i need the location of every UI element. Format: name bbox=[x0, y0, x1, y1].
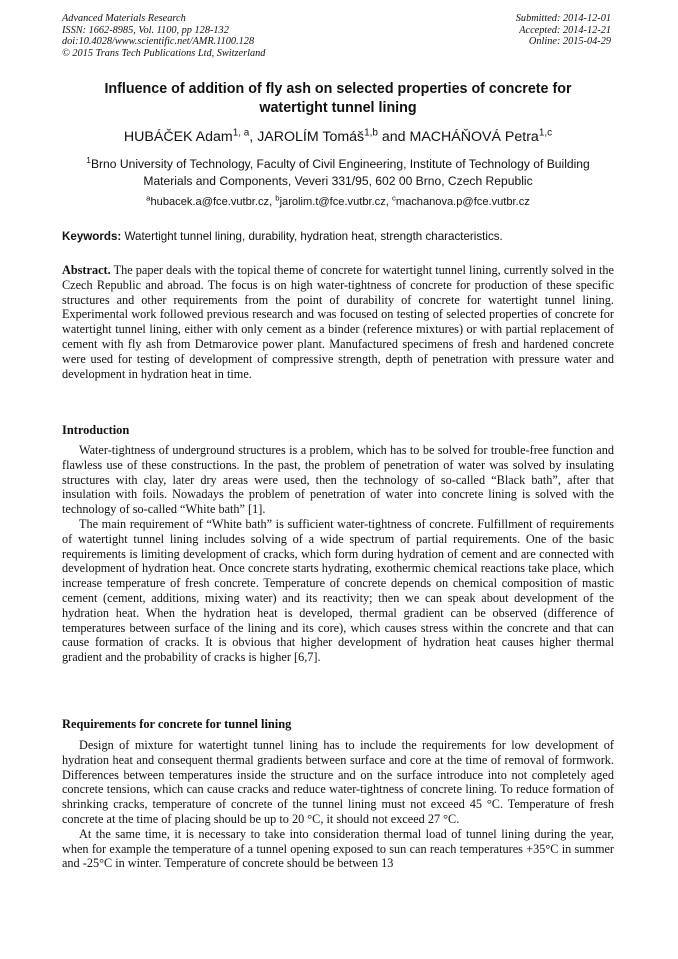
title-line-2: watertight tunnel lining bbox=[259, 100, 417, 116]
journal-header-left bbox=[62, 13, 265, 59]
accepted-date: Accepted: 2014-12-21 bbox=[519, 24, 611, 36]
abstract-text: The paper deals with the topical theme of concrete for watertight tunnel lining, currently solved in the Czech Republic and abroad. The focus is on high water-tightness of concrete for production of these specific structures and other requirements from the point of durability of concrete for watertight tunnel lining. Experimental work followed previous research and was focused on testing of selected properties of concrete for watertight tunnel lining, either with only cement as a binder (reference mixtures) or with partial replacement of cement with fly ash from Detmarovice power plant. Manufactured specimens of fresh and hardened concrete were used for testing of development of compressive strength, depth of penetration with pressure water and development in hydration heat in time. bbox=[62, 263, 614, 381]
keywords-label: Keywords: bbox=[62, 230, 122, 243]
journal-header-right bbox=[516, 13, 611, 48]
affiliation-line-2: Materials and Components, Veveri 331/95, 602 00 Brno, Czech Republic bbox=[143, 174, 533, 188]
abstract-label: Abstract. bbox=[62, 263, 111, 277]
author-list bbox=[62, 128, 614, 146]
keywords bbox=[62, 230, 614, 244]
email-c-marker: c bbox=[391, 193, 396, 203]
requirements-section bbox=[62, 738, 614, 871]
affiliation bbox=[62, 156, 614, 190]
introduction-section bbox=[62, 443, 614, 665]
author-1-affil: 1, a bbox=[232, 127, 250, 139]
paper-title bbox=[62, 80, 614, 118]
author-sep-1: , bbox=[249, 129, 258, 145]
affiliation-line-1: Brno University of Technology, Faculty of Civil Engineering, Institute of Technology of Building bbox=[90, 157, 590, 171]
introduction-heading: Introduction bbox=[62, 423, 130, 437]
email-a-marker: a bbox=[146, 193, 151, 203]
author-1: HUBÁČEK Adam bbox=[123, 129, 233, 145]
introduction-paragraph-1: Water-tightness of underground structures is a problem, which has to be solved for trouble-free function and flawless use of these constructions. In the past, the problem of penetration of water was solved by insulating structures with clay, later dry areas were used, then the technology of so-called “Black bath”, after that insulation with foils. Nowadays the problem of penetration of water into concrete lining is solved with the technology of so-called “White bath” [1]. bbox=[62, 443, 614, 517]
abstract bbox=[62, 263, 614, 381]
submitted-date: Submitted: 2014-12-01 bbox=[515, 13, 611, 24]
email-c: machanova.p@fce.vutbr.cz bbox=[395, 196, 530, 208]
introduction-paragraph-2: The main requirement of “White bath” is sufficient water-tightness of concrete. Fulfillment of requirements of watertight tunnel lining includes solving of a wide spectrum of partial requirements. One of the basic requirements is limiting development of cracks, which form during hydration of cement and are connected with development of hydration heat. Once concrete starts hydrating, exothermic chemical reactions take place, which increase temperature of fresh concrete. Temperature of concrete depends on chemical composition of mastic cement (cement, additions, mixing water) and its reactivity; then we can speak about development of the hydration heat. When the hydration heat is developed, thermal gradient can be observed (difference of temperatures between surface of the lining and its core), which causes stress within the concrete and that can cause formation of cracks. It is obvious that higher development of hydration heat causes higher thermal gradient and the probability of cracks is higher [6,7]. bbox=[62, 516, 614, 665]
copyright-line: © 2015 Trans Tech Publications Ltd, Switzerland bbox=[62, 47, 266, 59]
author-3: MACHÁŇOVÁ Petra bbox=[409, 129, 539, 145]
requirements-paragraph-2: At the same time, it is necessary to take into consideration thermal load of tunnel lining during the year, when for example the temperature of a tunnel opening exposed to sun can reach temperatures +35°C in summer and -25°C in winter. Temperature of concrete should be between 13 bbox=[62, 826, 614, 871]
journal-name: Advanced Materials Research bbox=[62, 13, 186, 24]
requirements-paragraph-1: Design of mixture for watertight tunnel lining has to include the requirements for low development of hydration heat and consequent thermal gradients between surface and core at the time of removal of formwork. Differences between temperatures inside the structure and on the surface introduce into not completely aged concrete tensions, which can cause cracks and reduce water-tightness of concrete lining. To reduce formation of shrinking cracks, temperature of concrete of the tunnel lining must not exceed 45 °C. Temperature of fresh concrete at the time of placing should be up to 20 °C, it should not exceed 27 °C. bbox=[62, 738, 614, 826]
issn-line: ISSN: 1662-8985, Vol. 1100, pp 128-132 bbox=[62, 24, 229, 36]
author-3-affil: 1,c bbox=[538, 127, 553, 139]
online-date: Online: 2015-04-29 bbox=[528, 36, 611, 48]
affiliation-marker: 1 bbox=[86, 154, 91, 165]
requirements-heading: Requirements for concrete for tunnel lining bbox=[62, 717, 292, 731]
author-2: JAROLÍM Tomáš bbox=[257, 129, 365, 145]
doi-line: doi:10.4028/www.scientific.net/AMR.1100.128 bbox=[62, 36, 255, 48]
email-b: jarolim.t@fce.vutbr.cz, bbox=[279, 196, 392, 208]
author-sep-2: and bbox=[377, 129, 410, 145]
keywords-text: Watertight tunnel lining, durability, hydration heat, strength characteristics. bbox=[121, 230, 503, 243]
email-a: hubacek.a@fce.vutbr.cz, bbox=[150, 196, 276, 208]
title-line-1: Influence of addition of fly ash on selected properties of concrete for bbox=[104, 81, 572, 97]
author-emails bbox=[62, 195, 614, 209]
author-2-affil: 1,b bbox=[364, 127, 378, 139]
email-b-marker: b bbox=[275, 193, 280, 203]
